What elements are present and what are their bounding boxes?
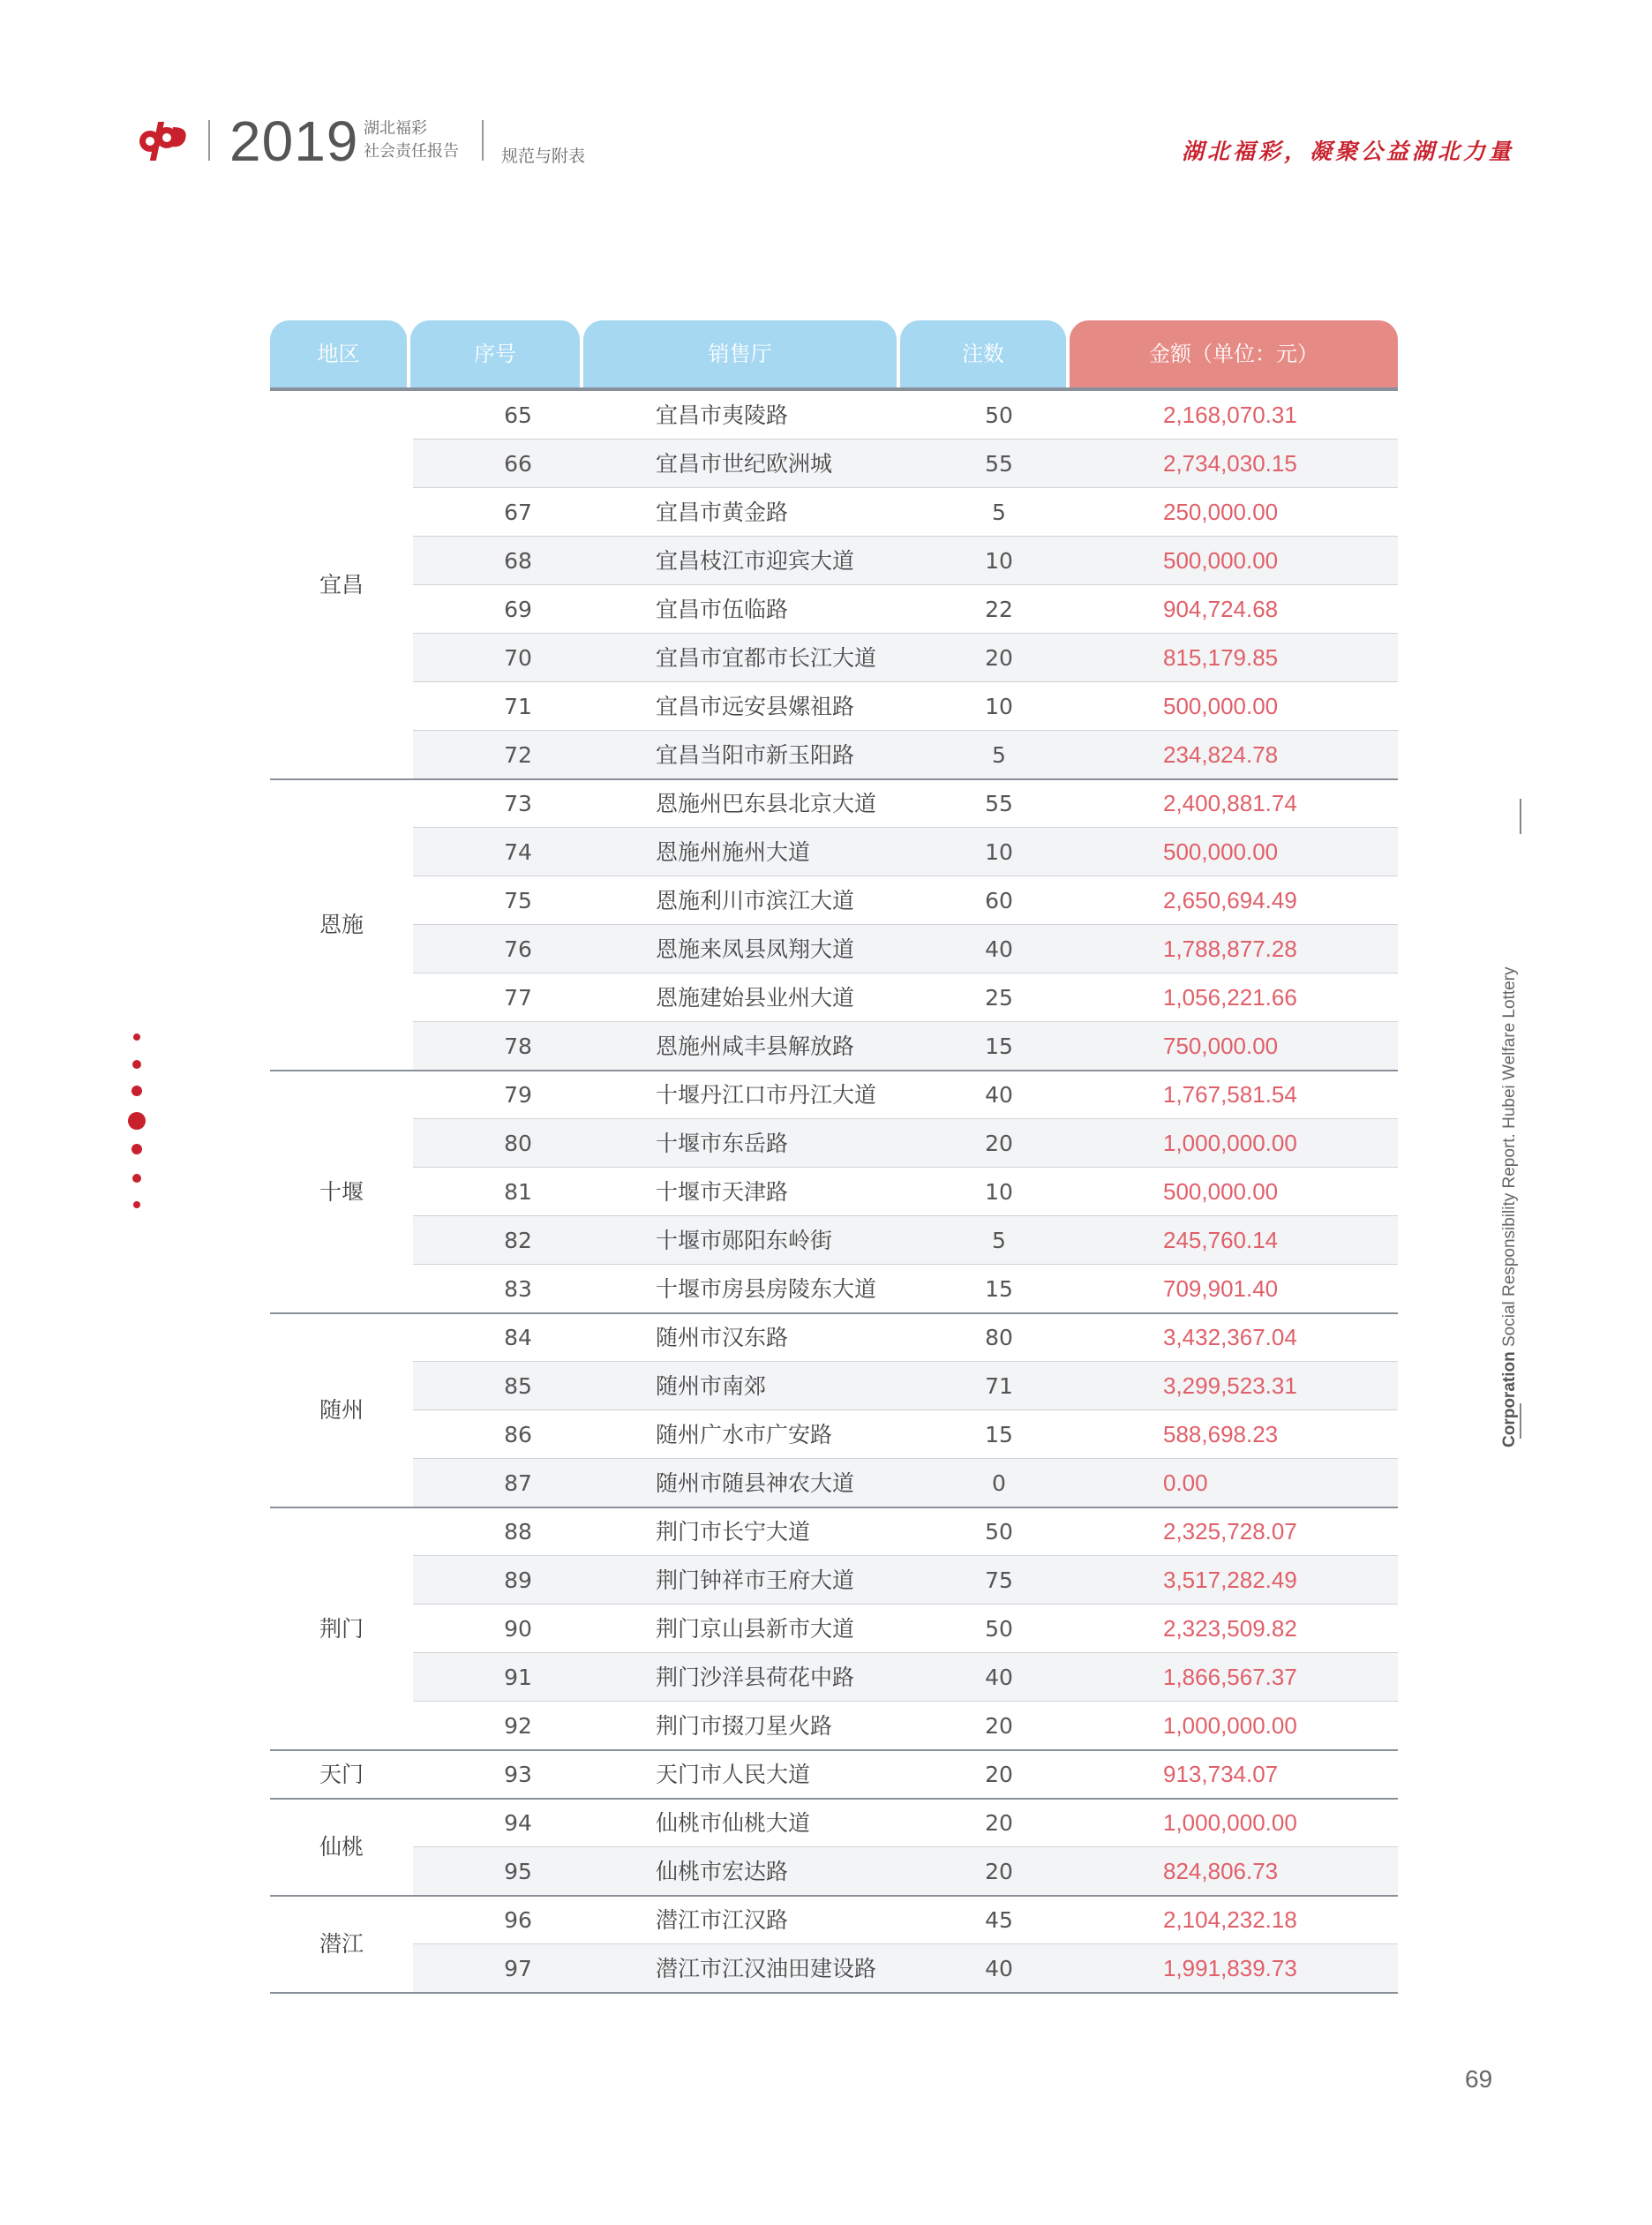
cell-amount: 1,788,877.28 bbox=[1163, 936, 1297, 962]
table-row bbox=[270, 1507, 1398, 1556]
table-body bbox=[270, 391, 1398, 1993]
cell-amount: 2,734,030.15 bbox=[1163, 450, 1297, 477]
cell-count: 40 bbox=[985, 1082, 1013, 1108]
page-number: 69 bbox=[1465, 2065, 1493, 2093]
cell-number: 67 bbox=[504, 500, 532, 525]
table-row bbox=[270, 488, 1398, 537]
cell-count: 5 bbox=[992, 1228, 1006, 1253]
welfare-lottery-logo-icon bbox=[138, 118, 189, 162]
cell-number: 92 bbox=[504, 1713, 532, 1739]
cell-count: 71 bbox=[985, 1373, 1013, 1399]
cell-count: 20 bbox=[985, 1859, 1013, 1884]
cell-hall: 宜昌市世纪欧洲城 bbox=[656, 451, 833, 477]
cell-amount: 588,698.23 bbox=[1163, 1421, 1279, 1447]
cell-hall: 宜昌市远安县嫘祖路 bbox=[656, 694, 855, 719]
cell-hall: 荆门沙洋县荷花中路 bbox=[656, 1665, 855, 1690]
nav-dot bbox=[133, 1201, 140, 1208]
cell-count: 10 bbox=[985, 839, 1013, 865]
side-line-bottom bbox=[1520, 1403, 1521, 1439]
cell-number: 89 bbox=[504, 1567, 532, 1593]
group-divider bbox=[270, 1992, 1398, 1994]
cell-hall: 随州市随县神农大道 bbox=[656, 1470, 855, 1496]
cell-hall: 荆门市掇刀星火路 bbox=[656, 1713, 833, 1739]
table-row bbox=[270, 876, 1398, 925]
header-divider bbox=[482, 120, 484, 161]
cell-count: 15 bbox=[985, 1034, 1013, 1059]
nav-dot bbox=[133, 1034, 140, 1041]
cell-amount: 1,767,581.54 bbox=[1163, 1081, 1297, 1108]
header-hall: 销售厅 bbox=[583, 320, 897, 387]
table-row bbox=[270, 828, 1398, 876]
side-title-rest: Social Responsibility Report. Hubei Welfare Lottery bbox=[1500, 966, 1519, 1352]
cell-count: 15 bbox=[985, 1422, 1013, 1447]
cell-number: 74 bbox=[504, 839, 532, 865]
cell-number: 90 bbox=[504, 1616, 532, 1642]
cell-number: 83 bbox=[504, 1276, 532, 1302]
report-subtitle-line1: 湖北福彩 bbox=[364, 119, 427, 138]
cell-hall: 荆门钟祥市王府大道 bbox=[656, 1567, 855, 1593]
table-row bbox=[270, 1313, 1398, 1362]
cell-hall: 随州市汉东路 bbox=[656, 1325, 789, 1350]
nav-dot bbox=[132, 1060, 141, 1069]
cell-count: 55 bbox=[985, 451, 1013, 477]
table-row bbox=[270, 440, 1398, 488]
cell-amount: 1,000,000.00 bbox=[1163, 1809, 1297, 1836]
cell-count: 80 bbox=[985, 1325, 1013, 1350]
cell-number: 94 bbox=[504, 1810, 532, 1836]
cell-hall: 仙桃市宏达路 bbox=[656, 1859, 789, 1884]
cell-region: 仙桃 bbox=[319, 1834, 364, 1860]
cell-hall: 恩施利川市滨江大道 bbox=[656, 888, 855, 913]
table-row bbox=[270, 1750, 1398, 1799]
cell-amount: 3,432,367.04 bbox=[1163, 1324, 1297, 1350]
cell-number: 80 bbox=[504, 1131, 532, 1156]
cell-hall: 潜江市江汉油田建设路 bbox=[656, 1956, 877, 1981]
cell-hall: 宜昌枝江市迎宾大道 bbox=[656, 548, 855, 574]
nav-dot bbox=[131, 1144, 142, 1154]
cell-number: 86 bbox=[504, 1422, 532, 1447]
cell-amount: 1,991,839.73 bbox=[1163, 1955, 1297, 1981]
cell-count: 10 bbox=[985, 548, 1013, 574]
cell-hall: 宜昌市伍临路 bbox=[656, 597, 789, 622]
cell-count: 75 bbox=[985, 1567, 1013, 1593]
side-report-title bbox=[1500, 966, 1520, 1447]
cell-number: 91 bbox=[504, 1665, 532, 1690]
cell-hall: 十堰丹江口市丹江大道 bbox=[656, 1082, 877, 1108]
table-row bbox=[270, 1168, 1398, 1216]
cell-number: 93 bbox=[504, 1762, 532, 1787]
table-row bbox=[270, 1022, 1398, 1071]
table-row bbox=[270, 1362, 1398, 1410]
cell-hall: 宜昌当阳市新玉阳路 bbox=[656, 742, 855, 768]
cell-hall: 宜昌市夷陵路 bbox=[656, 402, 789, 428]
cell-amount: 913,734.07 bbox=[1163, 1761, 1279, 1787]
cell-count: 5 bbox=[992, 742, 1006, 768]
cell-count: 50 bbox=[985, 1616, 1013, 1642]
cell-number: 65 bbox=[504, 402, 532, 428]
cell-hall: 恩施建始县业州大道 bbox=[656, 985, 855, 1011]
table-row bbox=[270, 1896, 1398, 1944]
cell-count: 40 bbox=[985, 936, 1013, 962]
section-title: 规范与附表 bbox=[501, 147, 586, 166]
side-title-bold: Corporation bbox=[1500, 1351, 1519, 1447]
report-year: 2019 bbox=[229, 109, 359, 173]
table-row bbox=[270, 731, 1398, 779]
cell-number: 96 bbox=[504, 1907, 532, 1933]
table-row bbox=[270, 1459, 1398, 1507]
cell-count: 40 bbox=[985, 1956, 1013, 1981]
nav-dot-active bbox=[128, 1112, 146, 1130]
cell-hall: 仙桃市仙桃大道 bbox=[656, 1810, 811, 1836]
cell-hall: 宜昌市黄金路 bbox=[656, 500, 789, 525]
nav-dot bbox=[132, 1174, 141, 1183]
table-row bbox=[270, 1071, 1398, 1119]
cell-count: 60 bbox=[985, 888, 1013, 913]
cell-count: 20 bbox=[985, 645, 1013, 671]
cell-hall: 十堰市东岳路 bbox=[656, 1131, 789, 1156]
table-row bbox=[270, 391, 1398, 440]
cell-amount: 1,000,000.00 bbox=[1163, 1712, 1297, 1739]
table-row bbox=[270, 585, 1398, 634]
cell-amount: 234,824.78 bbox=[1163, 741, 1279, 768]
table-row bbox=[270, 1410, 1398, 1459]
table-row bbox=[270, 1216, 1398, 1265]
cell-amount: 750,000.00 bbox=[1163, 1033, 1279, 1059]
cell-hall: 十堰市天津路 bbox=[656, 1179, 789, 1205]
cell-number: 72 bbox=[504, 742, 532, 768]
header-amount: 金额（单位：元） bbox=[1070, 320, 1398, 387]
cell-number: 81 bbox=[504, 1179, 532, 1205]
table-row bbox=[270, 537, 1398, 585]
cell-amount: 904,724.68 bbox=[1163, 596, 1279, 622]
cell-hall: 荆门市长宁大道 bbox=[656, 1519, 811, 1545]
cell-number: 69 bbox=[504, 597, 532, 622]
cell-number: 70 bbox=[504, 645, 532, 671]
cell-amount: 815,179.85 bbox=[1163, 644, 1279, 671]
cell-count: 20 bbox=[985, 1131, 1013, 1156]
report-subtitle-line2: 社会责任报告 bbox=[364, 142, 459, 161]
table-row bbox=[270, 1799, 1398, 1847]
cell-number: 77 bbox=[504, 985, 532, 1011]
table-row bbox=[270, 1556, 1398, 1605]
cell-amount: 500,000.00 bbox=[1163, 838, 1279, 865]
cell-number: 95 bbox=[504, 1859, 532, 1884]
cell-region: 天门 bbox=[319, 1762, 364, 1787]
cell-count: 0 bbox=[992, 1470, 1006, 1496]
sales-hall-table bbox=[270, 320, 1398, 1993]
cell-amount: 2,168,070.31 bbox=[1163, 402, 1297, 428]
cell-amount: 1,000,000.00 bbox=[1163, 1130, 1297, 1156]
cell-hall: 随州市南郊 bbox=[656, 1373, 767, 1399]
table-row bbox=[270, 1847, 1398, 1896]
cell-count: 45 bbox=[985, 1907, 1013, 1933]
cell-count: 20 bbox=[985, 1762, 1013, 1787]
table-row bbox=[270, 973, 1398, 1022]
cell-region: 随州 bbox=[319, 1397, 364, 1423]
cell-count: 22 bbox=[985, 597, 1013, 622]
slogan: 湖北福彩，凝聚公益湖北力量 bbox=[1181, 139, 1514, 164]
cell-amount: 500,000.00 bbox=[1163, 693, 1279, 719]
cell-number: 76 bbox=[504, 936, 532, 962]
cell-number: 88 bbox=[504, 1519, 532, 1545]
cell-count: 40 bbox=[985, 1665, 1013, 1690]
cell-region: 十堰 bbox=[319, 1179, 364, 1205]
cell-number: 97 bbox=[504, 1956, 532, 1981]
cell-amount: 245,760.14 bbox=[1163, 1227, 1279, 1253]
header-number: 序号 bbox=[410, 320, 580, 387]
cell-amount: 1,866,567.37 bbox=[1163, 1664, 1297, 1690]
cell-amount: 3,517,282.49 bbox=[1163, 1567, 1297, 1593]
cell-amount: 2,104,232.18 bbox=[1163, 1906, 1297, 1933]
cell-count: 50 bbox=[985, 402, 1013, 428]
cell-number: 75 bbox=[504, 888, 532, 913]
cell-number: 84 bbox=[504, 1325, 532, 1350]
cell-count: 5 bbox=[992, 500, 1006, 525]
cell-hall: 潜江市江汉路 bbox=[656, 1907, 789, 1933]
cell-count: 25 bbox=[985, 985, 1013, 1011]
table-row bbox=[270, 925, 1398, 973]
cell-hall: 天门市人民大道 bbox=[656, 1762, 811, 1787]
table-row bbox=[270, 1653, 1398, 1702]
cell-amount: 0.00 bbox=[1163, 1470, 1208, 1496]
cell-amount: 2,325,728.07 bbox=[1163, 1518, 1297, 1545]
cell-count: 55 bbox=[985, 791, 1013, 816]
cell-amount: 709,901.40 bbox=[1163, 1275, 1279, 1302]
cell-number: 68 bbox=[504, 548, 532, 574]
header-count: 注数 bbox=[900, 320, 1066, 387]
cell-amount: 2,650,694.49 bbox=[1163, 887, 1297, 913]
cell-number: 73 bbox=[504, 791, 532, 816]
cell-number: 78 bbox=[504, 1034, 532, 1059]
cell-amount: 500,000.00 bbox=[1163, 547, 1279, 574]
cell-count: 10 bbox=[985, 1179, 1013, 1205]
cell-number: 66 bbox=[504, 451, 532, 477]
table-row bbox=[270, 1702, 1398, 1750]
page-header bbox=[138, 104, 1514, 175]
cell-count: 50 bbox=[985, 1519, 1013, 1545]
cell-amount: 1,056,221.66 bbox=[1163, 984, 1297, 1011]
cell-amount: 824,806.73 bbox=[1163, 1858, 1279, 1884]
cell-region: 潜江 bbox=[319, 1931, 364, 1957]
cell-hall: 随州广水市广安路 bbox=[656, 1422, 833, 1447]
cell-hall: 十堰市郧阳东岭街 bbox=[656, 1228, 833, 1253]
cell-hall: 十堰市房县房陵东大道 bbox=[656, 1276, 877, 1302]
header-divider bbox=[208, 120, 210, 161]
cell-hall: 恩施州咸丰县解放路 bbox=[656, 1034, 855, 1059]
cell-region: 荆门 bbox=[319, 1616, 364, 1642]
nav-dot bbox=[131, 1086, 142, 1096]
cell-region: 恩施 bbox=[319, 912, 364, 937]
cell-count: 20 bbox=[985, 1713, 1013, 1739]
cell-hall: 荆门京山县新市大道 bbox=[656, 1616, 855, 1642]
cell-amount: 2,323,509.82 bbox=[1163, 1615, 1297, 1642]
table-header bbox=[270, 320, 1398, 391]
cell-hall: 宜昌市宜都市长江大道 bbox=[656, 645, 877, 671]
cell-count: 15 bbox=[985, 1276, 1013, 1302]
table-row bbox=[270, 779, 1398, 828]
header-region: 地区 bbox=[270, 320, 407, 387]
table-row bbox=[270, 1605, 1398, 1653]
cell-hall: 恩施州巴东县北京大道 bbox=[656, 791, 877, 816]
table-row bbox=[270, 1265, 1398, 1313]
cell-count: 10 bbox=[985, 694, 1013, 719]
cell-number: 82 bbox=[504, 1228, 532, 1253]
cell-hall: 恩施来凤县凤翔大道 bbox=[656, 936, 855, 962]
cell-number: 87 bbox=[504, 1470, 532, 1496]
table-row bbox=[270, 1944, 1398, 1993]
cell-hall: 恩施州施州大道 bbox=[656, 839, 811, 865]
cell-amount: 3,299,523.31 bbox=[1163, 1372, 1297, 1399]
cell-amount: 250,000.00 bbox=[1163, 499, 1279, 525]
cell-amount: 2,400,881.74 bbox=[1163, 790, 1297, 816]
cell-number: 71 bbox=[504, 694, 532, 719]
table-row bbox=[270, 634, 1398, 682]
cell-number: 79 bbox=[504, 1082, 532, 1108]
side-line-top bbox=[1520, 799, 1521, 834]
table-row bbox=[270, 1119, 1398, 1168]
cell-amount: 500,000.00 bbox=[1163, 1178, 1279, 1205]
cell-count: 20 bbox=[985, 1810, 1013, 1836]
table-row bbox=[270, 682, 1398, 731]
cell-region: 宜昌 bbox=[319, 572, 364, 598]
cell-number: 85 bbox=[504, 1373, 532, 1399]
